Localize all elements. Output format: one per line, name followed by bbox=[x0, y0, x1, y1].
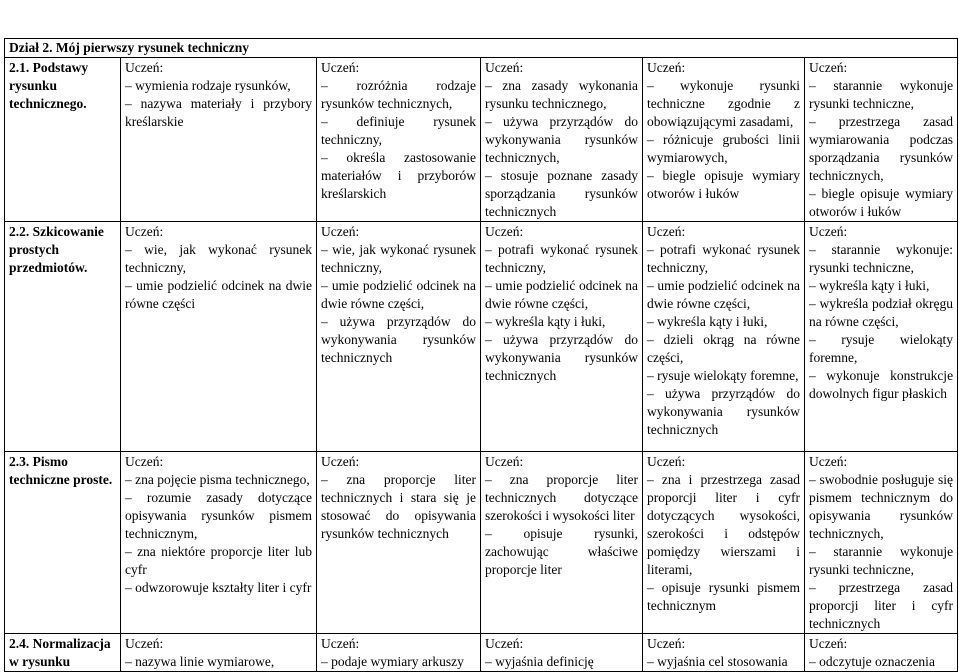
requirement-item: – wymienia rodzaje rysunków, bbox=[125, 78, 291, 93]
requirement-item: – zna zasady wykonania rysunku technicznego, bbox=[485, 78, 638, 111]
requirement-item: – odwzorowuje kształty liter i cyfr bbox=[125, 580, 312, 595]
table-row bbox=[5, 634, 958, 672]
requirement-item: – wykreśla kąty i łuki, bbox=[485, 314, 606, 329]
requirement-item: – stosuje poznane zasady sporządzania rysunków technicznych bbox=[485, 168, 638, 219]
requirement-cell bbox=[805, 222, 958, 452]
cell-heading: Uczeń: bbox=[809, 224, 848, 239]
requirement-cell bbox=[643, 222, 805, 452]
cell-heading: Uczeń: bbox=[321, 224, 360, 239]
requirement-item: – zna niektóre proporcje liter lub cyfr bbox=[125, 544, 312, 577]
cell-heading: Uczeń: bbox=[647, 224, 686, 239]
cell-heading: Uczeń: bbox=[125, 636, 164, 651]
cell-heading: Uczeń: bbox=[485, 454, 524, 469]
requirement-item: – przestrzega zasad wymiarowania podczas sporządzania rysunków technicznych, bbox=[809, 114, 954, 183]
requirement-item: – nazywa linie wymiarowe, bbox=[125, 654, 275, 669]
requirement-cell bbox=[481, 222, 643, 452]
cell-heading: Uczeń: bbox=[647, 454, 686, 469]
cell-heading: Uczeń: bbox=[485, 60, 524, 75]
cell-heading: Uczeń: bbox=[321, 60, 360, 75]
requirements-table bbox=[4, 38, 958, 672]
requirement-cell bbox=[643, 452, 805, 634]
requirement-cell bbox=[805, 58, 958, 222]
requirement-cell bbox=[317, 58, 481, 222]
requirement-cell bbox=[121, 452, 317, 634]
requirement-cell bbox=[805, 452, 958, 634]
requirement-item: – wie, jak wykonać rysunek techniczny, bbox=[321, 242, 476, 275]
section-title: Dział 2. Mój pierwszy rysunek techniczny bbox=[5, 39, 958, 58]
topic-cell: 2.1. Podstawy rysunku technicznego. bbox=[5, 58, 121, 222]
requirement-item: – starannie wykonuje: rysunki techniczne, bbox=[809, 242, 954, 275]
cell-heading: Uczeń: bbox=[809, 60, 848, 75]
cell-heading: Uczeń: bbox=[485, 224, 524, 239]
requirement-item: – starannie wykonuje rysunki techniczne, bbox=[809, 544, 954, 577]
requirement-cell bbox=[481, 634, 643, 672]
requirement-item: – starannie wykonuje rysunki techniczne, bbox=[809, 78, 954, 111]
requirement-item: – biegle opisuje wymiary otworów i łuków bbox=[647, 168, 800, 201]
table-row bbox=[5, 222, 958, 452]
requirement-item: – określa zastosowanie materiałów i przyborów kreślarskich bbox=[321, 150, 476, 201]
cell-heading: Uczeń: bbox=[647, 636, 686, 651]
requirement-item: – zna proporcje liter technicznych i stara się je stosować do opisywania rysunków technicznych bbox=[321, 472, 476, 541]
table-row bbox=[5, 58, 958, 222]
requirement-item: – rysuje wielokąty foremne, bbox=[647, 368, 799, 383]
requirement-item: – zna proporcje liter technicznych dotyczące szerokości i wysokości liter bbox=[485, 472, 638, 523]
requirement-item: – umie podzielić odcinek na dwie równe części, bbox=[321, 278, 476, 311]
requirement-cell bbox=[643, 634, 805, 672]
cell-heading: Uczeń: bbox=[125, 224, 164, 239]
topic-cell: 2.4. Normalizacja w rysunku bbox=[5, 634, 121, 672]
requirement-cell bbox=[121, 222, 317, 452]
requirement-item: – opisuje rysunki, zachowując właściwe proporcje liter bbox=[485, 526, 638, 577]
cell-heading: Uczeń: bbox=[125, 454, 164, 469]
requirement-item: – używa przyrządów do wykonywania rysunków technicznych, bbox=[485, 114, 638, 165]
requirement-item: – swobodnie posługuje się pismem technicznym do opisywania rysunków technicznych, bbox=[809, 472, 954, 541]
requirement-item: – podaje wymiary arkuszy bbox=[321, 654, 464, 669]
cell-heading: Uczeń: bbox=[485, 636, 524, 651]
requirement-item: – używa przyrządów do wykonywania rysunków technicznych bbox=[647, 386, 800, 437]
requirement-item: – wykreśla kąty i łuki, bbox=[647, 314, 768, 329]
topic-cell: 2.2. Szkicowanie prostych przedmiotów. bbox=[5, 222, 121, 452]
requirement-item: – potrafi wykonać rysunek techniczny, bbox=[647, 242, 800, 275]
requirement-item: – przestrzega zasad proporcji liter i cyfr technicznych bbox=[809, 580, 954, 631]
cell-heading: Uczeń: bbox=[809, 454, 848, 469]
topic-cell: 2.3. Pismo techniczne proste. bbox=[5, 452, 121, 634]
cell-heading: Uczeń: bbox=[809, 636, 848, 651]
requirement-item: – umie podzielić odcinek na dwie równe części, bbox=[485, 278, 638, 311]
requirement-item: – potrafi wykonać rysunek techniczny, bbox=[485, 242, 638, 275]
requirement-item: – wykreśla podział okręgu na równe części, bbox=[809, 296, 954, 329]
requirement-item: – używa przyrządów do wykonywania rysunków technicznych bbox=[321, 314, 476, 365]
requirement-item: – rozumie zasady dotyczące opisywania rysunków pismem technicznym, bbox=[125, 490, 312, 541]
requirement-item: – dzieli okrąg na równe części, bbox=[647, 332, 800, 365]
requirement-cell bbox=[121, 58, 317, 222]
requirement-item: – wykreśla kąty i łuki, bbox=[809, 278, 930, 293]
requirement-item: – używa przyrządów do wykonywania rysunków technicznych bbox=[485, 332, 638, 383]
requirement-cell bbox=[643, 58, 805, 222]
requirement-item: – biegle opisuje wymiary otworów i łuków bbox=[809, 186, 954, 219]
cell-heading: Uczeń: bbox=[321, 454, 360, 469]
requirement-cell bbox=[317, 634, 481, 672]
requirement-item: – wyjaśnia definicję bbox=[485, 654, 594, 669]
requirement-item: – rozróżnia rodzaje rysunków technicznych, bbox=[321, 78, 476, 111]
requirement-item: – opisuje rysunki pismem technicznym bbox=[647, 580, 800, 613]
section-header-row bbox=[5, 39, 958, 58]
cell-heading: Uczeń: bbox=[647, 60, 686, 75]
requirement-item: – umie podzielić odcinek na dwie równe części bbox=[125, 278, 312, 311]
requirement-cell bbox=[317, 452, 481, 634]
requirement-cell bbox=[317, 222, 481, 452]
requirement-item: – wie, jak wykonać rysunek techniczny, bbox=[125, 242, 312, 275]
requirement-item: – wykonuje rysunki techniczne zgodnie z obowiązującymi zasadami, bbox=[647, 78, 800, 129]
requirement-item: – rysuje wielokąty foremne, bbox=[809, 332, 954, 365]
requirement-item: – zna i przestrzega zasad proporcji liter i cyfr dotyczących wysokości, szerokości i odstępów pomiędzy wierszami i literami, bbox=[647, 472, 800, 577]
table-row bbox=[5, 452, 958, 634]
requirement-item: – definiuje rysunek techniczny, bbox=[321, 114, 476, 147]
requirement-item: – zna pojęcie pisma technicznego, bbox=[125, 472, 310, 487]
requirement-cell bbox=[121, 634, 317, 672]
requirement-item: – wykonuje konstrukcje dowolnych figur płaskich bbox=[809, 368, 954, 401]
requirement-cell bbox=[481, 452, 643, 634]
requirement-item: – umie podzielić odcinek na dwie równe części, bbox=[647, 278, 800, 311]
requirement-cell bbox=[481, 58, 643, 222]
requirement-item: – nazywa materiały i przybory kreślarskie bbox=[125, 96, 312, 129]
requirement-item: – odczytuje oznaczenia bbox=[809, 654, 935, 669]
requirement-item: – wyjaśnia cel stosowania bbox=[647, 654, 788, 669]
cell-heading: Uczeń: bbox=[125, 60, 164, 75]
requirement-cell bbox=[805, 634, 958, 672]
requirement-item: – różnicuje grubości linii wymiarowych, bbox=[647, 132, 800, 165]
cell-heading: Uczeń: bbox=[321, 636, 360, 651]
